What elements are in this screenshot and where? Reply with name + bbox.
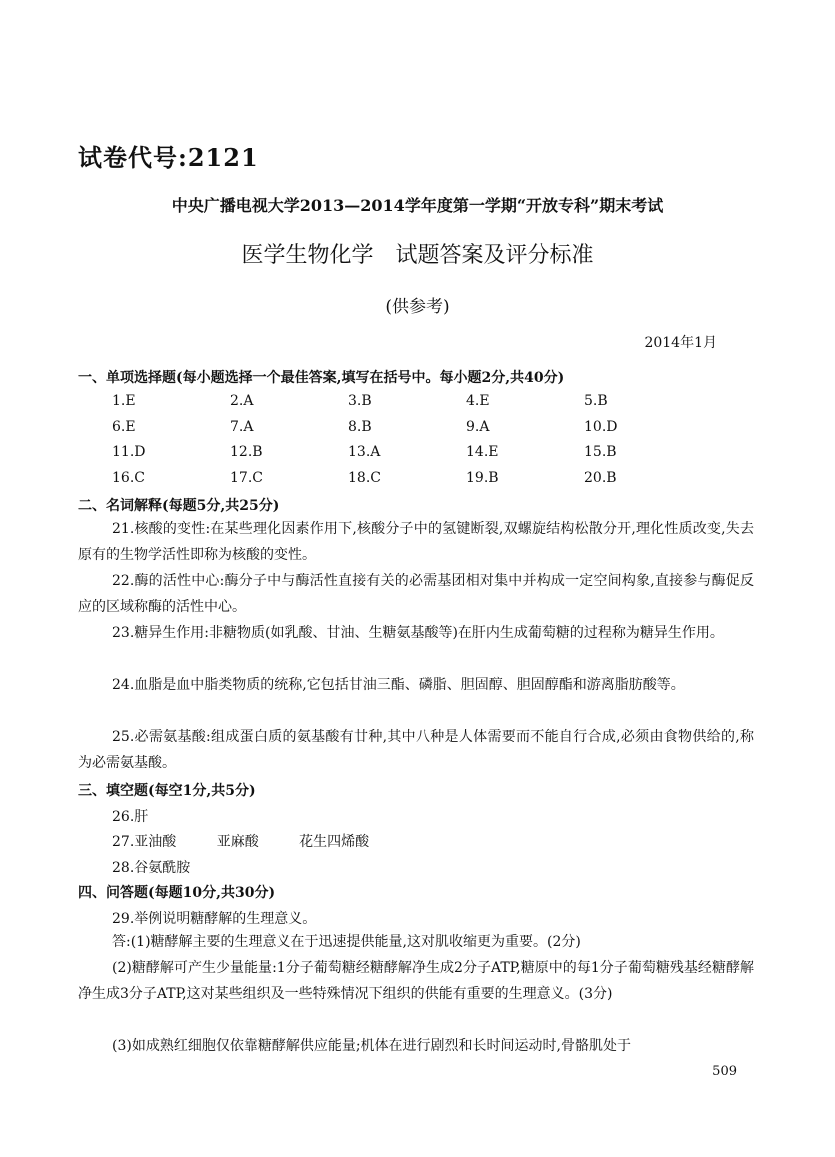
- exam-title-line: 中央广播电视大学2013—2014学年度第一学期“开放专科”期末考试: [171, 196, 664, 215]
- answer-paragraph: (3)如成熟红细胞仅依靠糖酵解供应能量;机体在进行剧烈和长时间运动时,骨骼肌处于: [112, 1038, 631, 1054]
- answer-row: [112, 444, 702, 460]
- answer-cell: 5.B: [584, 393, 608, 409]
- document-subtitle: (供参考): [385, 297, 450, 317]
- answer-cell: 14.E: [466, 444, 499, 460]
- answer-paragraph: (2)糖酵解可产生少量能量:1分子葡萄糖经糖酵解净生成2分子ATP,糖原中的每1分子葡萄糖残基经糖酵解净生成3分子ATP,这对某些组织及一些特殊情况下组织的供能有重要的生理意义。(3分): [78, 960, 754, 1002]
- section-3-heading: 三、填空题(每空1分,共5分): [78, 783, 256, 799]
- fill-answer-cell: 27.亚油酸: [112, 834, 177, 850]
- question-29: 29.举例说明糖酵解的生理意义。: [112, 911, 317, 927]
- answer-cell: 13.A: [348, 444, 381, 460]
- document-date: 2014年1月: [644, 335, 717, 351]
- page-number: 509: [712, 1064, 737, 1079]
- answer-row: [112, 419, 702, 435]
- answer-paragraph: 答:(1)糖酵解主要的生理意义在于迅速提供能量,这对肌收缩更为重要。(2分): [112, 934, 581, 950]
- answer-cell: 11.D: [112, 444, 146, 460]
- answer-cell: 16.C: [112, 470, 145, 486]
- fill-answer-cell: 亚麻酸: [216, 834, 259, 850]
- answer-cell: 18.C: [348, 470, 381, 486]
- answer-cell: 19.B: [466, 470, 499, 486]
- answer-cell: 2.A: [230, 393, 254, 409]
- answer-row: [112, 393, 702, 409]
- section-1-heading: 一、单项选择题(每小题选择一个最佳答案,填写在括号中。每小题2分,共40分): [78, 370, 565, 386]
- answer-cell: 12.B: [230, 444, 263, 460]
- answer-cell: 3.B: [348, 393, 372, 409]
- document-title: 医学生物化学 试题答案及评分标准: [241, 243, 594, 268]
- section-2-heading: 二、名词解释(每题5分,共25分): [78, 498, 280, 514]
- answer-cell: 6.E: [112, 419, 136, 435]
- answer-cell: 7.A: [230, 419, 254, 435]
- answer-cell: 4.E: [466, 393, 490, 409]
- fill-answer-cell: 花生四烯酸: [299, 834, 370, 850]
- fill-answer-27: [112, 831, 405, 851]
- definition-paragraph: 23.糖异生作用:非糖物质(如乳酸、甘油、生糖氨基酸等)在肝内生成葡萄糖的过程称为糖异生作用。: [112, 625, 724, 641]
- answer-cell: 8.B: [348, 419, 372, 435]
- definition-paragraph: 24.血脂是血中脂类物质的统称,它包括甘油三酯、磷脂、胆固醇、胆固醇酯和游离脂肪酸等。: [112, 677, 685, 693]
- answer-cell: 9.A: [466, 419, 490, 435]
- definition-paragraph: 22.酶的活性中心:酶分子中与酶活性直接有关的必需基团相对集中并构成一定空间构象,直接参与酶促反应的区域称酶的活性中心。: [78, 573, 754, 615]
- section-4-heading: 四、问答题(每题10分,共30分): [78, 885, 276, 901]
- fill-answer-28: 28.谷氨酰胺: [112, 860, 191, 876]
- answer-cell: 1.E: [112, 393, 136, 409]
- answer-row: [112, 470, 702, 486]
- definition-paragraph: 21.核酸的变性:在某些理化因素作用下,核酸分子中的氢键断裂,双螺旋结构松散分开,理化性质改变,失去原有的生物学活性即称为核酸的变性。: [78, 521, 754, 563]
- definition-paragraph: 25.必需氨基酸:组成蛋白质的氨基酸有廿种,其中八种是人体需要而不能自行合成,必须由食物供给的,称为必需氨基酸。: [78, 729, 754, 771]
- fill-answer-26: 26.肝: [112, 809, 149, 825]
- answer-cell: 15.B: [584, 444, 617, 460]
- answer-cell: 20.B: [584, 470, 617, 486]
- paper-code: 试卷代号:2121: [78, 143, 259, 172]
- answer-cell: 10.D: [584, 419, 618, 435]
- answer-cell: 17.C: [230, 470, 263, 486]
